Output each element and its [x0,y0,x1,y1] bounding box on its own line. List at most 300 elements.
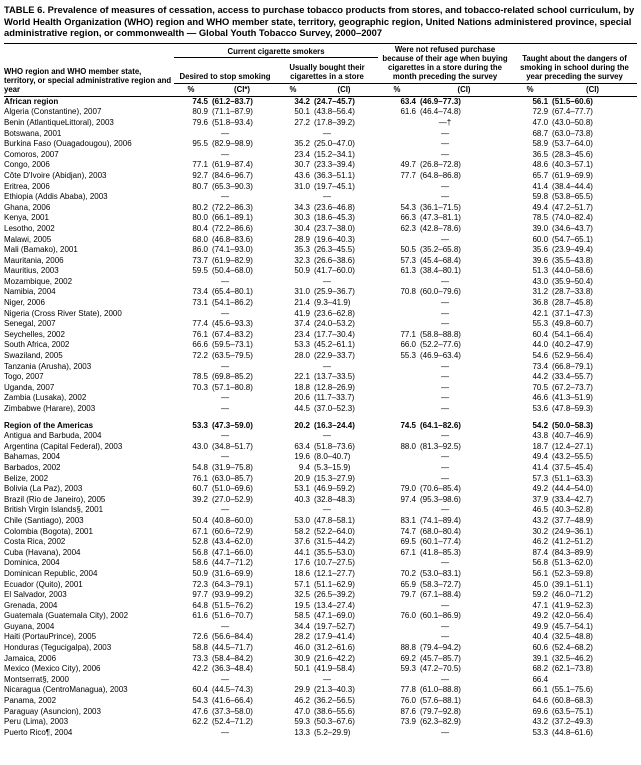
missing-value: —† [438,117,452,127]
missing-value: — [221,674,229,684]
percent-header: % [378,83,416,96]
ci-value: (47.3–81.1) [420,213,461,223]
missing-value: — [441,462,450,472]
percent-value: 80.9 [192,107,208,117]
column-header-bought-in-store: Usually bought their cigarettes in a store [276,57,378,83]
percent-value: 64.6 [532,696,549,706]
ci-value: (23.6–62.8) [314,308,355,318]
ci-value: (18.6–45.3) [314,213,355,223]
percent-value: 18.6 [294,568,310,578]
percent-value: 76.1 [192,473,208,483]
ci-value: (26.8–72.8) [420,160,461,170]
percent-value: 66.0 [400,340,417,350]
missing-value: — [441,128,450,138]
missing-value: — [323,361,331,371]
missing-value: — [221,308,229,318]
percent-value: 58.2 [294,526,310,536]
percent-value: 63.4 [294,441,310,451]
ci-value: (47.2–51.7) [552,202,593,212]
column-header-region-and-year: WHO region and WHO member state, territory, or special administrative region and year [4,43,174,96]
percent-value: 66.3 [400,213,417,223]
country-row [4,431,637,442]
country-name: Cuba (Havana), 2004 [4,547,81,557]
ci-value: (19.7–45.1) [314,181,355,191]
ci-header: (CI) [548,83,637,96]
percent-value: 20.9 [294,473,310,483]
ci-value: (46.0–71.2) [552,590,593,600]
percent-value: 70.2 [400,568,417,578]
ci-value: (11.7–33.7) [314,393,355,403]
percent-value: 57.3 [400,255,417,265]
percent-value: 66.4 [532,674,549,684]
percent-value: 41.4 [532,181,549,191]
country-row [4,580,637,591]
ci-value: (52.2–64.0) [314,526,355,536]
ci-value: (34.6–43.7) [552,223,593,233]
ci-value: (57.1–80.8) [212,382,253,392]
percent-value: 69.2 [400,653,417,663]
percent-value: 44.5 [294,404,310,413]
percent-value: 79.7 [400,590,417,600]
country-name: Botswana, 2001 [4,128,62,138]
country-name: Uganda, 2007 [4,382,55,392]
missing-value: — [441,404,450,413]
table-title: TABLE 6. Prevalence of measures of cessation, access to purchase tobacco products from stores, and tobacco-related school curriculum, by World Health Organization (WHO) region and WHO member state, territory, geographic region, United Nations administered province, special administrative region, or commonwealth — Global Youth Tobacco Survey, 2000–2007 [4,4,635,39]
missing-value: — [441,298,450,308]
ci-value: (37.5–45.4) [552,462,593,472]
country-name: Benin (AtlantiqueLittoral), 2003 [4,117,114,127]
ci-value: (58.3–72.7) [420,579,461,589]
country-row [4,495,637,506]
country-name: Nigeria (Cross River State), 2000 [4,308,122,318]
country-name: Honduras (Tegucigalpa), 2003 [4,643,112,653]
percent-value: 74.5 [400,420,417,430]
percent-value: 46.5 [532,505,549,515]
ci-value: (5.2–29.9) [314,727,351,737]
missing-value: — [441,621,450,631]
percent-header: % [512,83,548,96]
ci-value: (13.7–33.5) [314,372,355,382]
ci-value: (68.0–80.4) [420,526,461,536]
percent-value: 34.2 [294,96,310,106]
ci-value: (27.0–52.9) [212,494,253,504]
country-name: Zambia (Lusaka), 2002 [4,393,87,403]
country-row [4,611,637,622]
country-row [4,393,637,404]
country-name: Antigua and Barbuda, 2004 [4,431,102,441]
ci-value: (44.4–54.0) [552,484,593,494]
percent-value: 73.1 [192,298,208,308]
ci-value: (95.3–98.6) [420,494,461,504]
missing-value: — [221,149,229,159]
percent-value: 49.2 [532,484,549,494]
ci-value [548,675,637,686]
percent-value: 70.3 [192,382,208,392]
country-name: Haiti (PortauPrince), 2005 [4,632,97,642]
percent-value: 32.3 [294,255,310,265]
percent-value: 46.0 [294,643,310,653]
ci-value: (34.8–51.7) [212,441,253,451]
percent-value: 53.0 [294,515,310,525]
percent-value: 72.9 [532,107,549,117]
missing-value: — [441,674,450,684]
missing-value: — [221,452,229,462]
ci-value: (9.3–41.9) [314,298,351,308]
percent-value: 34.3 [294,202,310,212]
missing-value: — [441,473,450,483]
country-row [4,707,637,718]
ci-value: (64.8–86.8) [420,170,461,180]
ci-value: (69.8–85.2) [212,372,253,382]
percent-value: 73.9 [400,717,417,727]
percent-value: 53.3 [294,340,310,350]
percent-value: 43.2 [532,515,549,525]
region-summary-row [4,421,637,432]
percent-value: 50.4 [192,515,208,525]
table-body [4,96,637,738]
ci-value: (60.1–86.9) [420,611,461,621]
percent-value: 30.2 [532,526,549,536]
percent-value: 69.5 [400,537,417,547]
percent-value: 35.6 [532,245,549,255]
percent-value: 76.1 [192,329,208,339]
country-row [4,601,637,612]
ci-value: (45.6–93.3) [212,319,253,329]
ci-value: (43.0–50.8) [552,117,593,127]
missing-value: — [441,372,450,382]
ci-value: (40.7–46.9) [552,431,593,441]
percent-value: 50.1 [294,107,310,117]
percent-value: 49.7 [400,160,417,170]
percent-value: 58.9 [532,139,549,149]
missing-value: — [221,727,229,737]
percent-value: 67.1 [192,526,208,536]
percent-value: 55.3 [400,351,417,361]
ci-value: (58.4–84.2) [212,653,253,663]
percent-value: 49.9 [532,621,549,631]
percent-value: 50.9 [294,266,310,276]
percent-value: 63.4 [400,96,417,106]
country-name: Mauritius, 2003 [4,266,59,276]
country-row [4,298,637,309]
percent-value: 39.6 [532,255,549,265]
ci-value: (51.0–69.6) [212,484,253,494]
missing-value: — [441,276,450,286]
percent-value: 56.1 [532,96,549,106]
percent-value: 62.3 [400,223,417,233]
country-name: Nicaragua (CentroManagua), 2003 [4,685,128,695]
ci-value: (60.8–68.3) [552,696,593,706]
ci-value: (52.4–68.2) [552,643,593,653]
country-name: Togo, 2007 [4,372,44,382]
country-name: Tanzania (Arusha), 2003 [4,361,92,371]
ci-value: (63.0–85.7) [212,473,253,483]
country-name: Paraguay (Asuncion), 2003 [4,706,101,716]
percent-value: 54.8 [192,462,208,472]
missing-value: — [441,382,450,392]
ci-value: (12.1–27.7) [314,568,355,578]
percent-value: 50.9 [192,568,208,578]
percent-value: 44.2 [532,372,549,382]
country-row [4,340,637,351]
country-name: Comoros, 2007 [4,149,59,159]
missing-value: — [323,674,331,684]
missing-value: — [323,128,331,138]
percent-value: 35.3 [294,245,310,255]
ci-value: (37.7–48.9) [552,515,593,525]
percent-value: 37.6 [294,537,310,547]
ci-value: (36.3–48.4) [212,664,253,674]
percent-value: 28.9 [294,234,310,244]
percent-value: 57.1 [294,579,310,589]
ci-value: (44.5–74.3) [212,685,253,695]
percent-value: 59.3 [294,717,310,727]
country-name: Ethiopia (Addis Ababa), 2003 [4,192,108,202]
percent-value: 78.5 [192,372,208,382]
ci-value: (84.3–89.9) [552,547,593,557]
ci-value: (81.3–92.5) [420,441,461,451]
ci-value: (54.1–86.2) [212,298,253,308]
ci-value: (19.6–40.3) [314,234,355,244]
missing-value: — [221,431,229,441]
ci-value: (36.1–71.5) [420,202,461,212]
country-name: Côte D'Ivoire (Abidjan), 2003 [4,170,107,180]
country-row [4,351,637,362]
ci-value: (33.4–55.7) [552,372,593,382]
percent-value: 86.0 [192,245,208,255]
percent-value: 20.2 [294,420,310,430]
missing-value: — [441,234,450,244]
ci-value: (24.9–36.1) [552,526,593,536]
ci-value: (43.2–55.5) [552,452,593,462]
ci-value: (51.6–70.7) [212,611,253,621]
ci-value: (67.2–73.7) [552,382,593,392]
country-name: Peru (Lima), 2003 [4,717,69,727]
country-name: Lesotho, 2002 [4,223,55,233]
percent-value: 23.4 [294,149,310,159]
country-name: Mozambique, 2002 [4,276,73,286]
ci-value: (52.4–71.2) [212,717,253,727]
percent-value: 39.0 [532,223,549,233]
country-row [4,643,637,654]
ci-value: (57.6–88.1) [420,696,461,706]
ci-value: (60.1–77.4) [420,537,461,547]
country-row [4,383,637,394]
ci-value: (26.5–39.2) [314,590,355,600]
ci-value: (37.0–52.3) [314,404,355,413]
ci-value: (40.3–57.1) [552,160,593,170]
country-row [4,372,637,383]
ci-value: (22.9–33.7) [314,351,355,361]
ci-value: (45.7–85.7) [420,653,461,663]
region-summary-row [4,96,637,107]
ci-value: (56.6–84.4) [212,632,253,642]
percent-value: 18.7 [532,441,549,451]
ci-value: (61.9–82.9) [212,255,253,265]
missing-value: — [441,452,450,462]
ci-value: (60.6–72.9) [212,526,253,536]
ci-value: (33.4–42.7) [552,494,593,504]
percent-value: 80.4 [192,223,208,233]
missing-value: — [441,505,450,515]
percent-value: 41.9 [294,308,310,318]
percent-value: 17.6 [294,558,310,568]
percent-value: 41.4 [532,462,549,472]
missing-value: — [323,276,331,286]
percent-value: 76.0 [400,611,417,621]
ci-value: (51.3–62.0) [552,558,593,568]
percent-value: 46.2 [532,537,549,547]
country-row [4,235,637,246]
percent-value: 73.4 [532,361,549,371]
ci-value: (45.4–68.4) [420,255,461,265]
ci-value: (25.0–47.0) [314,139,355,149]
country-name: British Virgin Islands§, 2001 [4,505,104,515]
column-header-not-refused-purchase: Were not refused purchase because of their age when buying cigarettes in a store during the month preceding the survey [378,43,512,83]
data-table [4,43,637,739]
country-row [4,728,637,739]
ci-value: (61.9–69.9) [552,170,593,180]
ci-value: (35.5–43.8) [552,255,593,265]
percent-value: 66.1 [532,685,549,695]
ci-value: (51.5–60.6) [552,96,593,106]
missing-value: — [441,361,450,371]
ci-value: (46.9–77.3) [420,96,461,106]
ci-value: (66.8–79.1) [552,361,593,371]
ci-value: (70.6–85.4) [420,484,461,494]
percent-value: 61.3 [400,266,417,276]
country-row [4,213,637,224]
missing-value: — [221,192,229,202]
percent-value: 72.3 [192,579,208,589]
country-row [4,171,637,182]
missing-value: — [221,128,229,138]
country-row [4,319,637,330]
country-name: Barbados, 2002 [4,462,61,472]
percent-value: 43.6 [294,170,310,180]
missing-value: — [441,632,450,642]
percent-value: 20.6 [294,393,310,403]
ci-value: (28.7–33.8) [552,287,593,297]
country-row [4,717,637,728]
percent-value: 77.7 [400,170,417,180]
percent-value: 28.2 [294,632,310,642]
percent-value: 40.3 [294,494,310,504]
percent-value: 34.4 [294,621,310,631]
percent-value: 60.0 [532,234,549,244]
ci-value: (15.2–34.1) [314,149,355,159]
percent-value: 88.8 [400,643,417,653]
ci-value: (19.7–52.7) [314,621,355,631]
country-name: South Africa, 2002 [4,340,70,350]
ci-value: (61.9–87.4) [212,160,253,170]
ci-value: (40.8–60.0) [212,515,253,525]
ci-value: (40.2–47.9) [552,340,593,350]
percent-value: 60.4 [532,329,549,339]
ci-value: (79.7–92.8) [420,706,461,716]
ci-value: (32.8–48.3) [314,494,355,504]
percent-value: 36.8 [532,298,549,308]
ci-value: (43.4–62.0) [212,537,253,547]
ci-value: (44.7–71.2) [212,558,253,568]
percent-value: 64.8 [192,600,208,610]
ci-value: (67.1–88.4) [420,590,461,600]
country-row [4,256,637,267]
ci-value: (47.1–69.0) [314,611,355,621]
country-row [4,442,637,453]
percent-value: 55.3 [532,319,549,329]
ci-value: (45.2–61.1) [314,340,355,350]
country-name: Argentina (Capital Federal), 2003 [4,441,123,451]
country-row [4,245,637,256]
ci-value: (35.9–50.4) [552,276,593,286]
country-row [4,516,637,527]
ci-value: (47.8–59.3) [552,404,593,413]
ci-header: (CI) [310,83,378,96]
percent-value: 76.0 [400,696,417,706]
ci-value: (47.3–59.0) [212,420,253,430]
percent-value: 59.5 [192,266,208,276]
ci-value: (67.4–77.7) [552,107,593,117]
percent-value: 47.0 [532,117,549,127]
percent-value: 87.6 [400,706,417,716]
missing-value: — [441,600,450,610]
ci-value: (50.3–67.6) [314,717,355,727]
ci-value: (62.3–82.9) [420,717,461,727]
ci-value: (23.6–46.8) [314,202,355,212]
percent-value: 52.8 [192,537,208,547]
percent-value: 49.2 [532,611,549,621]
percent-value: 61.6 [400,107,417,117]
percent-value: 53.1 [294,484,310,494]
percent-value: 39.1 [532,653,549,663]
missing-value: — [441,192,450,202]
ci-value: (51.8–93.4) [212,117,253,127]
ci-value: (12.8–26.9) [314,382,355,392]
missing-value: — [441,558,450,568]
ci-value: (59.5–73.1) [212,340,253,350]
ci-header: (CI) [416,83,512,96]
ci-value: (53.0–83.1) [420,568,461,578]
ci-value: (79.4–94.2) [420,643,461,653]
ci-value: (37.3–58.0) [212,706,253,716]
ci-value: (61.0–88.8) [420,685,461,695]
ci-value: (46.9–63.4) [420,351,461,361]
ci-value: (60.0–79.6) [420,287,461,297]
percent-value: 54.6 [532,351,549,361]
missing-value: — [221,621,229,631]
column-header-taught-dangers: Taught about the dangers of smoking in school during the year preceding the survey [512,43,637,83]
percent-value: 80.7 [192,181,208,191]
header-row-spanner [4,43,637,57]
percent-value: 56.1 [532,568,549,578]
percent-value: 22.1 [294,372,310,382]
ci-value: (15.3–27.9) [314,473,355,483]
percent-value: 77.8 [400,685,417,695]
ci-value: (36.2–56.5) [314,696,355,706]
country-row [4,404,637,415]
ci-header: (CI*) [208,83,276,96]
country-row [4,150,637,161]
percent-value: 59.8 [532,192,549,202]
ci-value: (37.2–49.3) [552,717,593,727]
percent-value: 27.2 [294,117,310,127]
country-name: Burkina Faso (Ouagadougou), 2006 [4,139,132,149]
percent-value: 74.7 [400,526,417,536]
country-row [4,182,637,193]
percent-value: 59.3 [400,664,417,674]
ci-value: (65.3–90.3) [212,181,253,191]
